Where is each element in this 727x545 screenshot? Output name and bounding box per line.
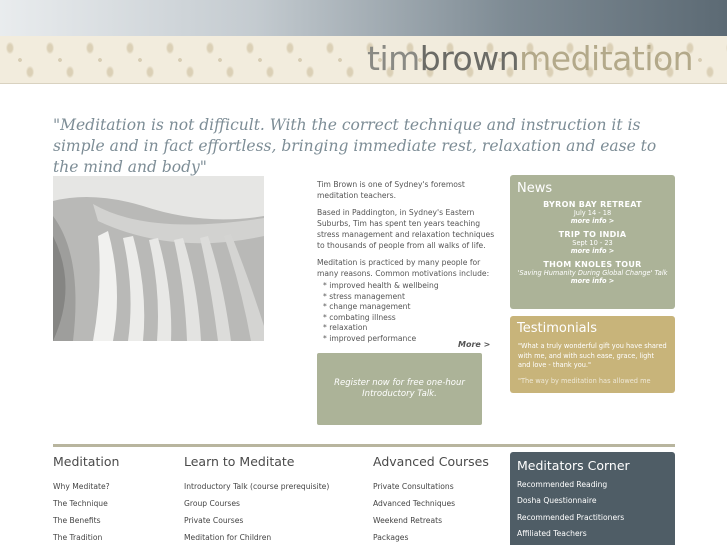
testimonial-quote: "What a truly wonderful gift you have shared with me, and with such ease, grace, light and love - thank you." (518, 342, 667, 369)
footer-link[interactable]: Meditation for Children (184, 533, 272, 542)
header-top-band (0, 0, 727, 36)
logo-part-tim: tim (367, 39, 420, 78)
news-item-title[interactable]: THOM KNOLES TOUR (543, 260, 642, 269)
news-more-info-link[interactable]: more info > (570, 277, 615, 285)
footer-divider (53, 444, 675, 447)
hero-quote: "Meditation is not difficult. With the correct technique and instruction it is simple and in fact effortless, bringing immediate rest, relaxation and ease to the mind and body" (53, 116, 657, 176)
footer-meditation-column (53, 454, 119, 545)
news-item-byron-bay (510, 200, 675, 226)
footer-link[interactable]: Introductory Talk (course prerequisite) (184, 482, 330, 491)
intro-paragraph-3: Meditation is practiced by many people for many reasons. Common motivations include: (317, 258, 490, 278)
footer-link[interactable]: Weekend Retreats (373, 516, 443, 525)
benefits-list (323, 281, 497, 345)
news-title: News (517, 181, 553, 196)
news-item-detail: Sept 10 - 23 (572, 239, 613, 247)
site-logo[interactable] (367, 39, 693, 79)
corner-link[interactable]: Dosha Questionnaire (517, 496, 597, 506)
news-item-title[interactable]: TRIP TO INDIA (558, 230, 627, 239)
news-panel (510, 175, 675, 309)
list-item: * improved health & wellbeing (323, 281, 439, 290)
list-item: * change management (323, 302, 411, 312)
footer-link[interactable]: Advanced Techniques (373, 499, 456, 508)
register-button[interactable] (317, 353, 482, 425)
news-item-detail: July 14 - 18 (573, 209, 612, 217)
list-item: * improved performance (323, 333, 417, 343)
meditators-corner-panel (510, 452, 675, 545)
corner-link[interactable]: Recommended Reading (517, 480, 608, 489)
footer-learn-column (184, 454, 329, 545)
testimonial-quote-2: "The way by meditation has allowed me (518, 376, 651, 385)
footer-link[interactable]: Private Courses (184, 516, 244, 525)
testimonials-title: Testimonials (517, 321, 598, 336)
intro-paragraph-1: Tim Brown is one of Sydney's foremost meditation teachers. (317, 180, 465, 200)
footer-link[interactable]: The Technique (53, 499, 108, 508)
intro-more-link[interactable]: More > (458, 340, 491, 349)
testimonials-panel (510, 316, 675, 393)
logo-part-brown: brown (419, 39, 520, 78)
news-item-title[interactable]: BYRON BAY RETREAT (543, 200, 642, 209)
intro-paragraph-2: Based in Paddington, in Sydney's Eastern Suburbs, Tim has spent ten years teaching stress management and relaxation techniques to thousands of people from all walks of life. (317, 208, 495, 250)
footer-column-title: Learn to Meditate (184, 454, 295, 469)
corner-title: Meditators Corner (517, 458, 630, 473)
corner-link[interactable]: Recommended Practitioners (517, 512, 625, 522)
news-item-thom-knoles (510, 260, 675, 286)
footer-column-title: Meditation (53, 454, 120, 469)
footer-link[interactable]: Packages (373, 533, 409, 542)
list-item: * combating illness (323, 312, 396, 322)
register-line-2: Introductory Talk. (362, 389, 437, 399)
footer-link[interactable]: The Tradition (53, 533, 103, 542)
register-line-1: Register now for free one-hour (334, 378, 465, 388)
corner-link[interactable]: Affiliated Teachers (517, 528, 587, 538)
news-item-detail: 'Saving Humanity During Global Change' Talk (517, 269, 668, 277)
list-item: * relaxation (323, 323, 368, 333)
footer-advanced-column (373, 454, 489, 545)
hero-photo (53, 176, 264, 341)
fabric-folds-image (53, 176, 264, 341)
footer-link[interactable]: Group Courses (184, 499, 241, 508)
news-more-info-link[interactable]: more info > (570, 217, 615, 225)
logo-part-meditation: meditation (519, 39, 694, 78)
footer-link[interactable]: Why Meditate? (53, 482, 110, 491)
list-item: * stress management (323, 291, 405, 301)
footer-column-title: Advanced Courses (373, 454, 489, 469)
footer-link[interactable]: Private Consultations (373, 482, 454, 491)
intro-text (317, 179, 497, 345)
footer-link[interactable]: The Benefits (53, 516, 101, 525)
news-item-india (510, 230, 675, 256)
news-more-info-link[interactable]: more info > (570, 247, 615, 255)
